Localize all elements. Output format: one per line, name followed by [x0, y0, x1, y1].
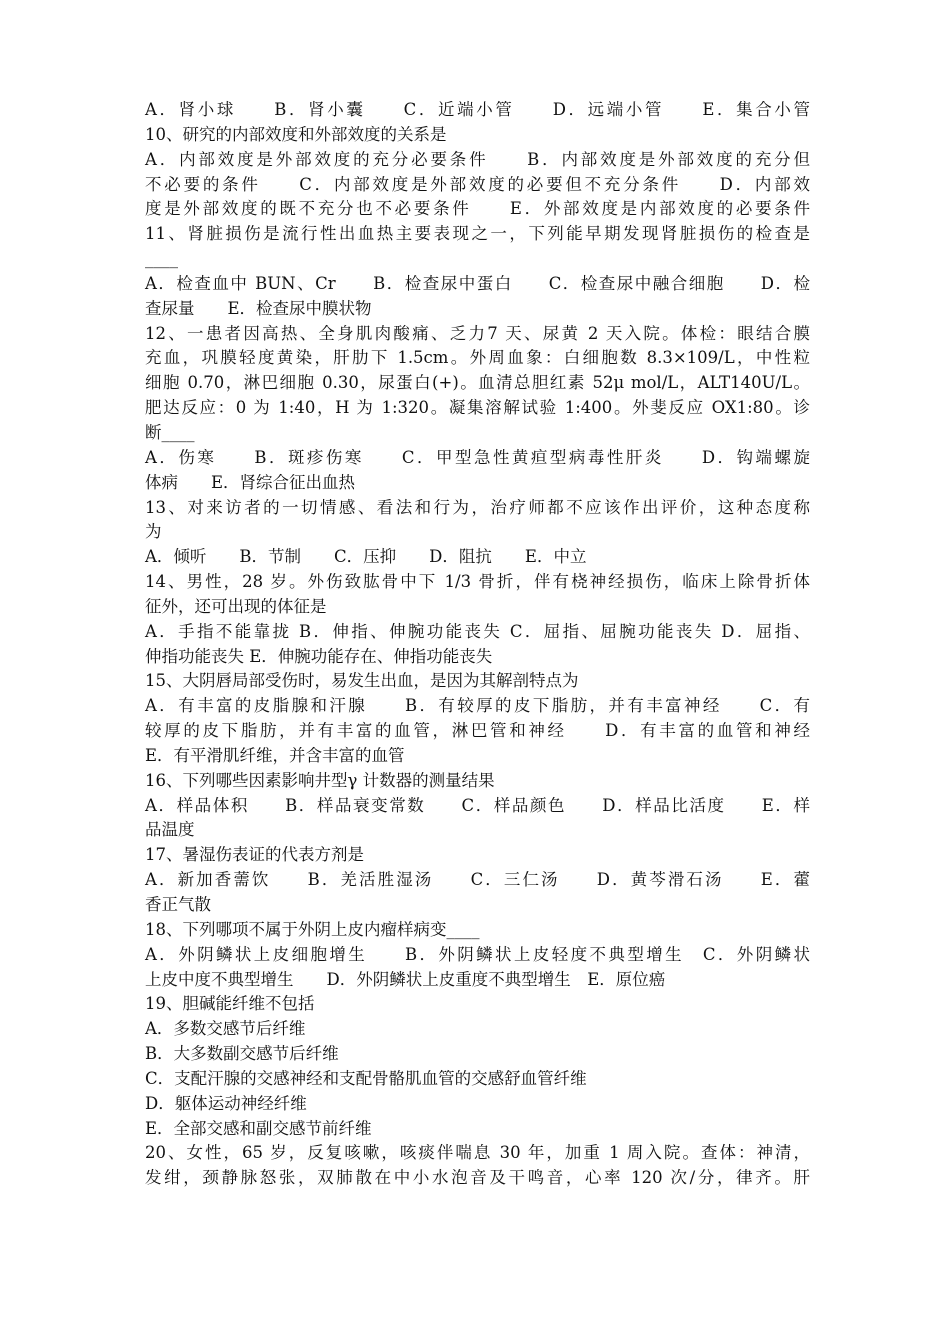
- text-line-43: 20、女性，65 岁，反复咳嗽，咳痰伴喘息 30 年，加重 1 周入院。查体：神清，: [145, 1143, 810, 1163]
- text-line-16: 体病 E．肾综合征出血热: [145, 472, 356, 492]
- text-line-1: A．肾小球 B．肾小囊 C．近端小管 D．远端小管 E．集合小管: [145, 100, 810, 119]
- text-line-19: A．倾听 B．节制 C．压抑 D．阻抗 E．中立: [145, 547, 587, 567]
- text-line-22: A．手指不能靠拢 B．伸指、伸腕功能丧失 C．屈指、屈腕功能丧失 D．屈指、: [145, 621, 810, 641]
- text-line-20: 14、男性，28 岁。外伤致肱骨中下 1/3 骨折，伴有桡神经损伤，临床上除骨折体: [145, 572, 810, 592]
- text-line-41: D．躯体运动神经纤维: [145, 1093, 307, 1113]
- text-line-14: 断____: [145, 422, 195, 442]
- text-line-9: 查尿量 E．检查尿中膜状物: [145, 298, 372, 318]
- text-line-25: A．有丰富的皮脂腺和汗腺 B．有较厚的皮下脂肪，并有丰富神经 C．有: [145, 696, 810, 716]
- text-line-5: 度是外部效度的既不充分也不必要条件 E．外部效度是内部效度的必要条件: [145, 199, 810, 219]
- text-line-4: 不必要的条件 C．内部效度是外部效度的必要但不充分条件 D．内部效: [145, 174, 810, 194]
- text-line-6: 11、肾脏损伤是流行性出血热主要表现之一，下列能早期发现肾脏损伤的检查是: [145, 224, 810, 244]
- text-line-28: 16、下列哪些因素影响井型γ 计数器的测量结果: [145, 770, 495, 790]
- text-line-17: 13、对来访者的一切情感、看法和行为，治疗师都不应该作出评价，这种态度称: [145, 497, 810, 517]
- text-line-24: 15、大阴唇局部受伤时，易发生出血，是因为其解剖特点为: [145, 671, 579, 691]
- text-line-18: 为: [145, 522, 162, 542]
- text-line-30: 品温度: [145, 820, 195, 840]
- text-line-7: ____: [145, 249, 178, 269]
- text-line-44: 发绀，颈静脉怒张，双肺散在中小水泡音及干鸣音，心率 120 次/分，律齐。肝: [145, 1168, 810, 1188]
- text-line-2: 10、研究的内部效度和外部效度的关系是: [145, 124, 447, 144]
- text-line-15: A．伤寒 B．斑疹伤寒 C．甲型急性黄疸型病毒性肝炎 D．钩端螺旋: [145, 447, 810, 467]
- text-line-36: 上皮中度不典型增生 D．外阴鳞状上皮重度不典型增生 E．原位癌: [145, 969, 666, 989]
- text-line-39: B．大多数副交感节后纤维: [145, 1044, 339, 1064]
- document-page: [145, 98, 810, 1191]
- text-line-40: C．支配汗腺的交感神经和支配骨骼肌血管的交感舒血管纤维: [145, 1068, 587, 1088]
- text-line-3: A．内部效度是外部效度的充分必要条件 B．内部效度是外部效度的充分但: [145, 149, 810, 169]
- text-line-42: E．全部交感和副交感节前纤维: [145, 1118, 372, 1138]
- text-line-27: E．有平滑肌纤维，并含丰富的血管: [145, 745, 405, 765]
- text-line-21: 征外，还可出现的体征是: [145, 596, 327, 616]
- text-line-10: 12、一患者因高热、全身肌肉酸痛、乏力7 天、尿黄 2 天入院。体检：眼结合膜: [145, 323, 810, 343]
- text-line-32: A．新加香薷饮 B．羌活胜湿汤 C．三仁汤 D．黄芩滑石汤 E．藿: [145, 870, 810, 890]
- text-line-26: 较厚的皮下脂肪，并有丰富的血管，淋巴管和神经 D．有丰富的血管和神经: [145, 721, 810, 741]
- text-line-37: 19、胆碱能纤维不包括: [145, 994, 315, 1014]
- text-line-12: 细胞 0.70，淋巴细胞 0.30，尿蛋白(+)。血清总胆红素 52μ mol/L，ALT140U/L。: [145, 373, 810, 393]
- text-line-23: 伸指功能丧失 E．伸腕功能存在、伸指功能丧失: [145, 646, 493, 666]
- text-line-34: 18、下列哪项不属于外阴上皮内瘤样病变____: [145, 919, 480, 939]
- text-line-31: 17、暑湿伤表证的代表方剂是: [145, 845, 364, 865]
- text-line-29: A．样品体积 B．样品衰变常数 C．样品颜色 D．样品比活度 E．样: [145, 795, 810, 815]
- text-line-8: A．检查血中 BUN、Cr B．检查尿中蛋白 C．检查尿中融合细胞 D．检: [145, 273, 810, 293]
- text-line-13: 肥达反应：0 为 1:40，H 为 1:320。凝集溶解试验 1:400。外斐反应 OX1:80。诊: [145, 398, 810, 418]
- text-line-11: 充血，巩膜轻度黄染，肝肋下 1.5cm。外周血象：白细胞数 8.3×109/L，中性粒: [145, 348, 810, 368]
- text-line-35: A．外阴鳞状上皮细胞增生 B．外阴鳞状上皮轻度不典型增生 C．外阴鳞状: [145, 944, 810, 964]
- text-line-33: 香正气散: [145, 895, 211, 914]
- text-line-38: A．多数交感节后纤维: [145, 1019, 306, 1039]
